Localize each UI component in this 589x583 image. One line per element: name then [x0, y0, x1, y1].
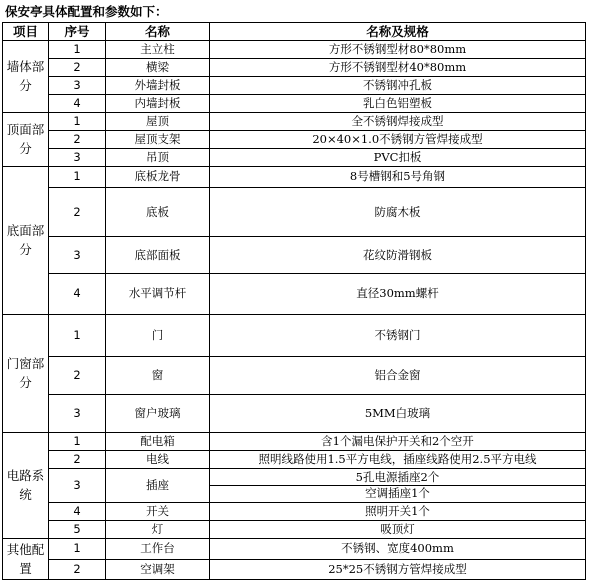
- name-cell: 门: [106, 314, 210, 356]
- index-cell: 2: [49, 187, 106, 237]
- name-cell: 窗户玻璃: [106, 394, 210, 432]
- name-cell: 底板: [106, 187, 210, 237]
- name-cell: 插座: [106, 468, 210, 502]
- table-row: [3, 520, 586, 538]
- name-cell: 屋顶: [106, 112, 210, 130]
- header-category: 项目: [3, 23, 49, 41]
- index-cell: 4: [49, 502, 106, 520]
- index-cell: 3: [49, 76, 106, 94]
- index-cell: 5: [49, 520, 106, 538]
- name-cell: 灯: [106, 520, 210, 538]
- name-cell: 屋顶支架: [106, 130, 210, 148]
- index-cell: 1: [49, 538, 106, 560]
- table-row: [3, 274, 586, 314]
- category-cell: 顶面部分: [3, 112, 49, 166]
- index-cell: 2: [49, 450, 106, 468]
- category-cell: 门窗部分: [3, 314, 49, 432]
- name-cell: 开关: [106, 502, 210, 520]
- table-row: [3, 40, 586, 58]
- spec-cell: 25*25不锈钢方管焊接成型: [210, 560, 586, 580]
- spec-cell: 不锈钢门: [210, 314, 586, 356]
- category-cell: 电路系统: [3, 432, 49, 538]
- index-cell: 4: [49, 94, 106, 112]
- table-row: [3, 394, 586, 432]
- index-cell: 2: [49, 356, 106, 394]
- spec-cell: 照明线路使用1.5平方电线，插座线路使用2.5平方电线: [210, 450, 586, 468]
- name-cell: 工作台: [106, 538, 210, 560]
- spec-line: 空调插座1个: [365, 485, 430, 500]
- spec-cell: 吸顶灯: [210, 520, 586, 538]
- spec-cell: 20×40×1.0不锈钢方管焊接成型: [210, 130, 586, 148]
- spec-line: 5孔电源插座2个: [210, 470, 585, 486]
- spec-cell: 全不锈钢焊接成型: [210, 112, 586, 130]
- category-cell: 墙体部分: [3, 40, 49, 112]
- table-row: [3, 314, 586, 356]
- name-cell: 主立柱: [106, 40, 210, 58]
- spec-split: [210, 470, 585, 501]
- name-cell: 配电箱: [106, 432, 210, 450]
- spec-cell: PVC扣板: [210, 148, 586, 166]
- index-cell: 3: [49, 394, 106, 432]
- table-header-row: [3, 23, 586, 41]
- table-row: [3, 450, 586, 468]
- spec-cell: 防腐木板: [210, 187, 586, 237]
- index-cell: 2: [49, 58, 106, 76]
- table-row: [3, 538, 586, 560]
- category-cell: 底面部分: [3, 166, 49, 314]
- table-row: [3, 76, 586, 94]
- table-row: [3, 502, 586, 520]
- table-row: [3, 58, 586, 76]
- name-cell: 内墙封板: [106, 94, 210, 112]
- index-cell: 1: [49, 40, 106, 58]
- spec-cell: 方形不锈钢型材40*80mm: [210, 58, 586, 76]
- name-cell: 底部面板: [106, 237, 210, 274]
- spec-cell: 不锈钢、宽度400mm: [210, 538, 586, 560]
- table-row: [3, 148, 586, 166]
- name-cell: 外墙封板: [106, 76, 210, 94]
- index-cell: 4: [49, 274, 106, 314]
- name-cell: 水平调节杆: [106, 274, 210, 314]
- table-row: [3, 560, 586, 580]
- spec-cell: 乳白色铝塑板: [210, 94, 586, 112]
- spec-cell: 含1个漏电保护开关和2个空开: [210, 432, 586, 450]
- spec-cell: 直径30mm螺杆: [210, 274, 586, 314]
- spec-table: [2, 22, 586, 580]
- index-cell: 2: [49, 560, 106, 580]
- name-cell: 窗: [106, 356, 210, 394]
- table-row: [3, 468, 586, 502]
- index-cell: 3: [49, 148, 106, 166]
- spec-cell: 花纹防滑钢板: [210, 237, 586, 274]
- spec-cell: 方形不锈钢型材80*80mm: [210, 40, 586, 58]
- table-row: [3, 356, 586, 394]
- index-cell: 1: [49, 432, 106, 450]
- table-row: [3, 166, 586, 187]
- spec-cell: [210, 468, 586, 502]
- table-row: [3, 237, 586, 274]
- index-cell: 1: [49, 314, 106, 356]
- table-row: [3, 94, 586, 112]
- name-cell: 电线: [106, 450, 210, 468]
- name-cell: 底板龙骨: [106, 166, 210, 187]
- index-cell: 3: [49, 237, 106, 274]
- table-row: [3, 130, 586, 148]
- table-row: [3, 112, 586, 130]
- name-cell: 空调架: [106, 560, 210, 580]
- spec-cell: 照明开关1个: [210, 502, 586, 520]
- table-row: [3, 432, 586, 450]
- header-index: 序号: [49, 23, 106, 41]
- index-cell: 3: [49, 468, 106, 502]
- name-cell: 吊顶: [106, 148, 210, 166]
- index-cell: 1: [49, 166, 106, 187]
- spec-cell: 8号槽钢和5号角钢: [210, 166, 586, 187]
- header-spec: 名称及规格: [210, 23, 586, 41]
- header-name: 名称: [106, 23, 210, 41]
- name-cell: 横梁: [106, 58, 210, 76]
- category-cell: 其他配置: [3, 538, 49, 579]
- index-cell: 2: [49, 130, 106, 148]
- spec-cell: 铝合金窗: [210, 356, 586, 394]
- spec-cell: 不锈钢冲孔板: [210, 76, 586, 94]
- spec-cell: 5MM白玻璃: [210, 394, 586, 432]
- table-row: [3, 187, 586, 237]
- index-cell: 1: [49, 112, 106, 130]
- page-title: 保安亭具体配置和参数如下：: [5, 4, 168, 19]
